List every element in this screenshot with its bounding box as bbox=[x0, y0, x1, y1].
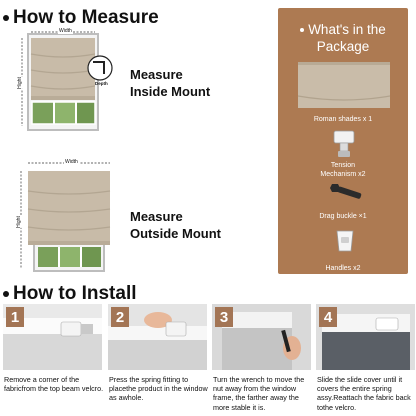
install-title: How to Install bbox=[13, 283, 137, 304]
step-1-image bbox=[3, 304, 102, 370]
step-2-text: Press the spring fitting to placethe product in the window as awhole. bbox=[109, 375, 208, 403]
step-2-image bbox=[108, 304, 207, 370]
inside-mount-illustration bbox=[18, 30, 114, 136]
inside-depth-label: Depth bbox=[95, 81, 108, 86]
package-item-shade: Roman shades x 1 bbox=[313, 116, 373, 123]
outside-width-label: Width bbox=[65, 159, 78, 165]
wrench-icon bbox=[326, 180, 366, 206]
tension-mechanism-icon bbox=[330, 129, 358, 159]
measure-title: How to Measure bbox=[13, 7, 159, 28]
package-panel bbox=[278, 8, 408, 274]
package-item-handles: Handles x2 bbox=[325, 265, 361, 272]
step-3-text: Turn the wrench to move the nut away from the window frame, the farther away the more stable it is. bbox=[213, 375, 305, 412]
inside-width-label: Width bbox=[59, 28, 72, 34]
package-title: What's in the Package bbox=[278, 21, 408, 55]
inside-height-label: Hight bbox=[16, 77, 23, 89]
outside-mount-illustration bbox=[15, 157, 118, 275]
roman-shade-icon bbox=[296, 60, 392, 110]
step-2-badge: 2 bbox=[111, 307, 129, 327]
package-item-tension: Tension Mechanism x2 bbox=[320, 162, 366, 178]
install-heading bbox=[3, 283, 137, 305]
outside-height-label: Hight bbox=[15, 216, 22, 228]
package-bullet-icon bbox=[300, 28, 304, 32]
step-4-image bbox=[316, 304, 415, 370]
handle-icon bbox=[333, 227, 357, 257]
step-4-badge: 4 bbox=[319, 307, 337, 327]
step-1-text: Remove a corner of the fabricfrom the top beam velcro. bbox=[4, 375, 104, 394]
package-item-buckle: Drag buckle ×1 bbox=[319, 213, 367, 220]
step-4-text: Slide the slide cover until it covers the entire spring assy.Reattach the fabric back tothe velcro. bbox=[317, 375, 411, 412]
outside-mount-diagram bbox=[15, 157, 118, 275]
measure-heading bbox=[3, 7, 159, 29]
step-3-badge: 3 bbox=[215, 307, 233, 327]
bullet-icon bbox=[3, 291, 9, 297]
outside-mount-label: Measure Outside Mount bbox=[130, 209, 221, 241]
step-3-image bbox=[212, 304, 311, 370]
step-1-badge: 1 bbox=[6, 307, 24, 327]
inside-mount-label: Measure Inside Mount bbox=[130, 67, 211, 99]
bullet-icon bbox=[3, 15, 9, 21]
